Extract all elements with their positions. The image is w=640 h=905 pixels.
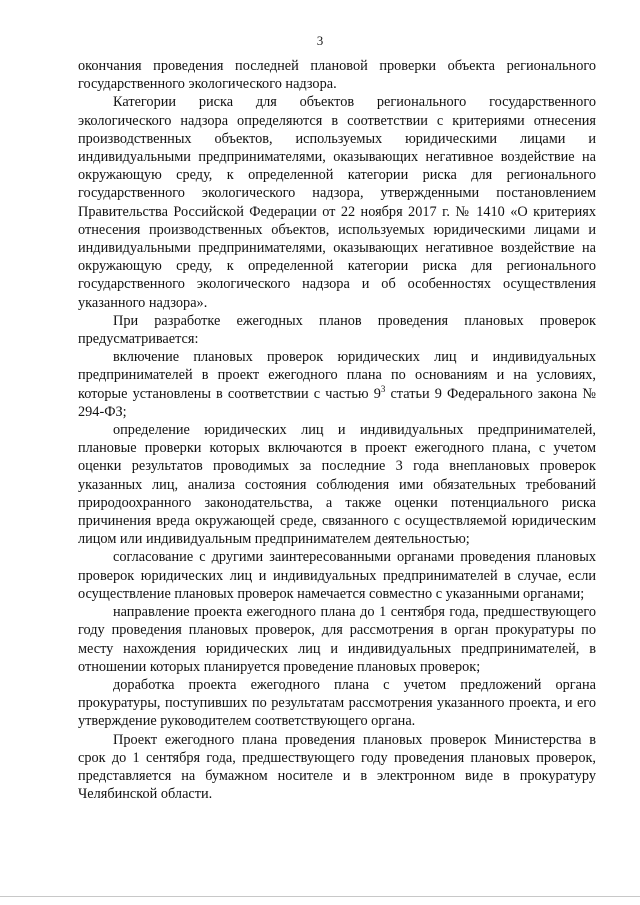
list-item-determination: определение юридических лиц и индивидуальных предпринимателей, плановые проверки которых включаются в проект ежегодного плана, с учетом оценки результатов проводимых за последние 3 года внеплановых проверок указанных лиц, анализа состояния соблюдения ими обязательных требований природоохранного законодательства, а также оценки потенциального риска причинения вреда окружающей среде, связанного с осуществляемой юридическим лицом или индивидуальным предпринимателем деятельностью;	[78, 422, 596, 548]
paragraph-plan-development: При разработке ежегодных планов проведения плановых проверок предусматривается:	[78, 312, 596, 348]
page-number: 3	[316, 33, 324, 48]
paragraph-plan-submission: Проект ежегодного плана проведения плановых проверок Министерства в срок до 1 сентября года, предшествующего году проведения плановых проверок, представляется на бумажном носителе и в электронном виде в прокуратуру Челябинской области.	[78, 731, 596, 803]
paragraph-continuation: окончания проведения последней плановой проверки объекта регионального государственного экологического надзора.	[78, 58, 596, 93]
superscript: 3	[380, 383, 386, 394]
paragraph-risk-categories: Категории риска для объектов регионального государственного экологического надзора определяются в соответствии с критериями отнесения производственных объектов, используемых юридическими лицами и индивидуальными предпринимателями, оказывающих негативное воздействие на окружающую среду, к определенной категории риска для регионального государственного экологического надзора, утвержденными постановлением Правительства Российской Федерации от 22 ноября 2017 г. № 1410 «О критериях отнесения производственных объектов, используемых юридическими лицами и индивидуальными предпринимателями, оказывающих негативное воздействие на окружающую среду, к определенной категории риска для регионального государственного экологического надзора и об особенностях осуществления указанного надзора».	[78, 94, 596, 311]
list-item-coordination: согласование с другими заинтересованными органами проведения плановых проверок юридических лиц и индивидуальных предпринимателей в случае, если осуществление плановых проверок намечается совместно с указанными органами;	[78, 549, 596, 602]
list-item-inclusion-text-end: статьи 9 Федерального закона № 294-ФЗ;	[78, 385, 597, 420]
list-item-inclusion-text: включение плановых проверок юридических лиц и индивидуальных предпринимателей в проект ежегодного плана по основаниям и на условиях, которые установлены в соответствии с частью 9	[78, 349, 596, 402]
list-item-submission: направление проекта ежегодного плана до 1 сентября года, предшествующего году проведения плановых проверок, для рассмотрения в орган прокуратуры по месту нахождения юридических лиц и индивидуальных предпринимателей, в отношении которых планируется проведение плановых проверок;	[78, 604, 596, 675]
document-body	[78, 57, 596, 803]
list-item-inclusion	[78, 348, 596, 421]
list-item-revision: доработка проекта ежегодного плана с учетом предложений органа прокуратуры, поступивших по результатам рассмотрения указанного проекта, и его утверждение руководителем соответствующего органа.	[78, 676, 596, 730]
bottom-divider	[0, 896, 640, 897]
